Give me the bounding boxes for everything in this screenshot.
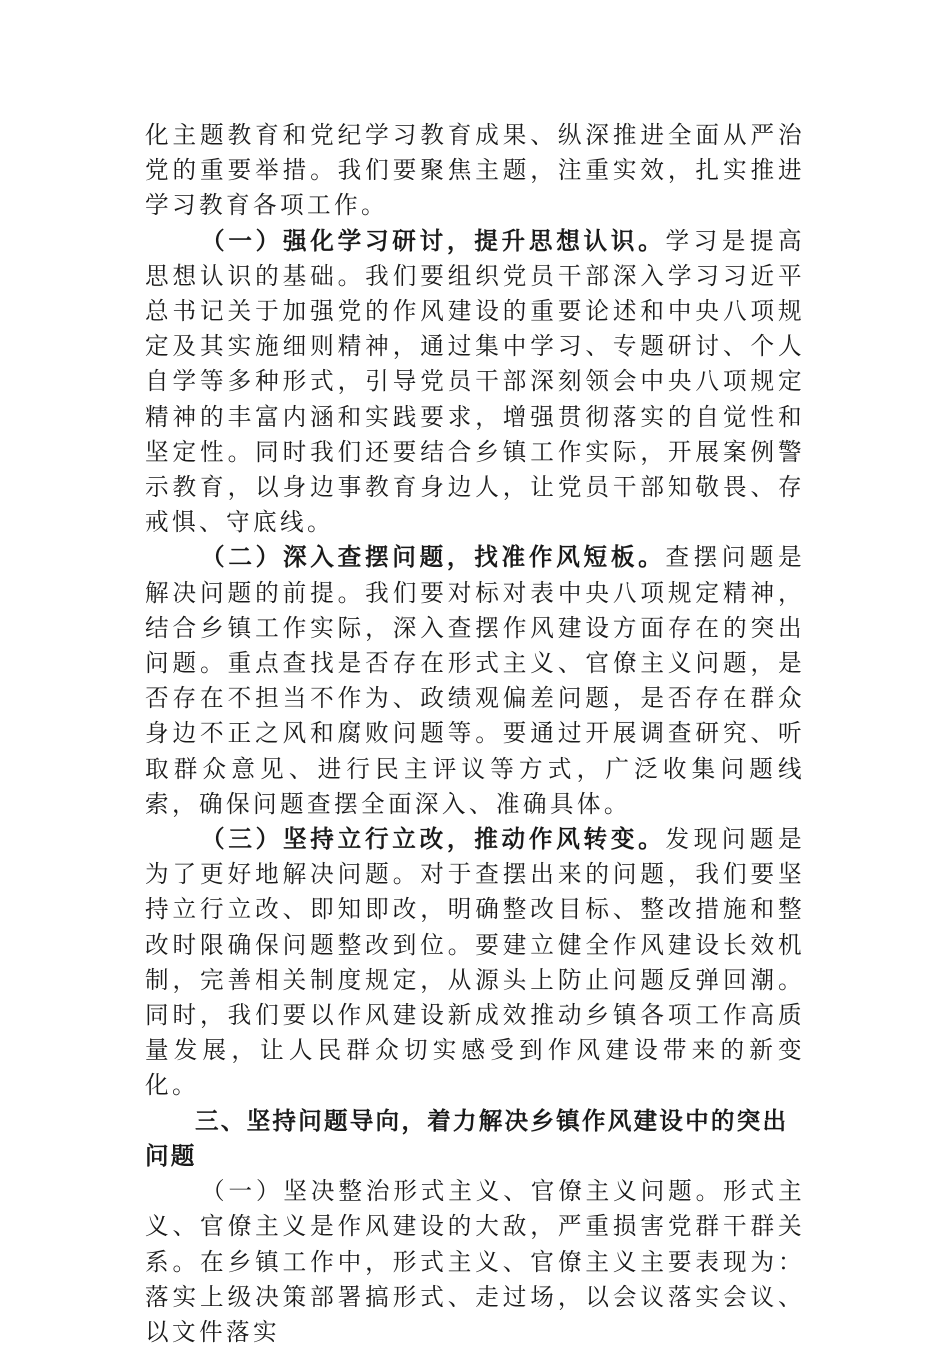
paragraph-body: （一）坚决整治形式主义、官僚主义问题。形式主义、官僚主义是作风建设的大敌，严重损害党群干群关系。在乡镇工作中，形式主义、官僚主义主要表现为：落实上级决策部署搞形式、走过场，以会议落实会议、以文件落实 xyxy=(145,1177,805,1346)
paragraph-formalism xyxy=(145,1174,805,1350)
paragraph-body: 化主题教育和党纪学习教育成果、纵深推进全面从严治党的重要举措。我们要聚焦主题，注重实效，扎实推进学习教育各项工作。 xyxy=(145,121,805,220)
paragraph-lead: （三）坚持立行立改，推动作风转变。 xyxy=(201,825,666,854)
paragraph-lead: （一）强化学习研讨，提升思想认识。 xyxy=(201,226,666,255)
paragraph-problem-review xyxy=(145,540,805,822)
paragraph-continuation xyxy=(145,118,805,224)
paragraph-study-discussion xyxy=(145,224,805,541)
paragraph-body: 发现问题是为了更好地解决问题。对于查摆出来的问题，我们要坚持立行立改、即知即改，明确整改目标、整改措施和整改时限确保问题整改到位。要建立健全作风建设长效机制，完善相关制度规定，从源头上防止问题反弹回潮。同时，我们要以作风建设新成效推动乡镇各项工作高质量发展，让人民群众切实感受到作风建设带来的新变化。 xyxy=(145,825,806,1100)
paragraph-body: 学习是提高思想认识的基础。我们要组织党员干部深入学习习近平总书记关于加强党的作风建设的重要论述和中央八项规定及其实施细则精神，通过集中学习、专题研讨、个人自学等多种形式，引导党员干部深刻领会中央八项规定精神的丰富内涵和实践要求，增强贯彻落实的自觉性和坚定性。同时我们还要结合乡镇工作实际，开展案例警示教育，以身边事教育身边人，让党员干部知敬畏、存戒惧、守底线。 xyxy=(145,226,806,537)
section-heading: 三、坚持问题导向，着力解决乡镇作风建设中的突出问题 xyxy=(145,1106,789,1170)
paragraph-immediate-rectification xyxy=(145,822,805,1104)
document-page xyxy=(145,118,805,1350)
paragraph-lead: （二）深入查摆问题，找准作风短板。 xyxy=(201,543,666,572)
paragraph-body: 查摆问题是解决问题的前提。我们要对标对表中央八项规定精神，结合乡镇工作实际，深入查摆作风建设方面存在的突出问题。重点查找是否存在形式主义、官僚主义问题，是否存在不担当不作为、政绩观偏差问题，是否存在群众身边不正之风和腐败问题等。要通过开展调查研究、听取群众意见、进行民主评议等方式，广泛收集问题线索，确保问题查摆全面深入、准确具体。 xyxy=(145,543,806,818)
